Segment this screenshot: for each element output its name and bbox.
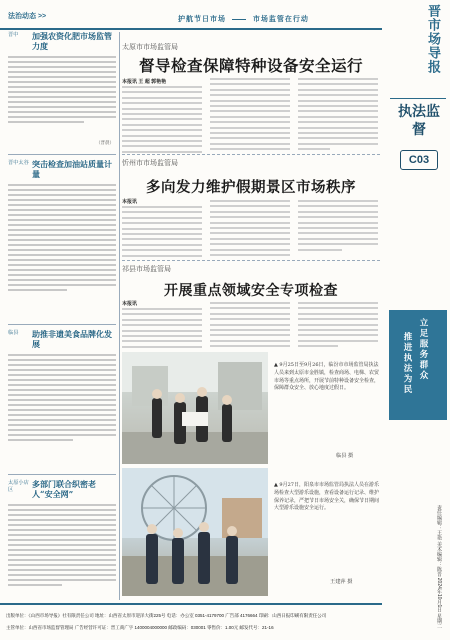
article-source: 太原市市场监管局 bbox=[122, 44, 178, 51]
article-headline[interactable]: 多向发力维护假期景区市场秩序 bbox=[146, 179, 356, 196]
header-slogan-part-a: 护航节日市场 bbox=[178, 14, 226, 23]
header-slogan-part-b: 市场监管在行动 bbox=[252, 14, 309, 23]
editor-and-date: 责任编辑：王艳 美术编辑：陈晋 2024年10月1日 星期二 bbox=[436, 505, 442, 629]
header-separator bbox=[232, 19, 246, 20]
brief-title[interactable]: 加强农资化肥市场监管力度 bbox=[32, 31, 112, 51]
page-header bbox=[0, 0, 382, 30]
article-text-column bbox=[210, 302, 290, 351]
article-text-column bbox=[298, 78, 378, 153]
brief-title[interactable]: 助推非遗美食品牌化发展 bbox=[32, 329, 112, 349]
article-source: 祁县市场监管局 bbox=[122, 266, 171, 273]
article-divider bbox=[122, 154, 380, 155]
article-headline[interactable]: 开展重点领域安全专项检查 bbox=[164, 283, 338, 299]
left-news-column bbox=[8, 32, 120, 600]
article-byline: 本报讯 王 超 郭艳艳 bbox=[122, 79, 167, 85]
main-articles bbox=[122, 32, 380, 600]
article-text-column bbox=[298, 302, 378, 351]
header-slogan bbox=[178, 14, 309, 24]
brief-item[interactable] bbox=[8, 330, 116, 470]
brief-item[interactable] bbox=[8, 32, 116, 152]
article-text-column bbox=[122, 308, 202, 351]
slogan-banner bbox=[389, 310, 447, 420]
section-breadcrumb[interactable]: 法治动态 >> bbox=[8, 13, 47, 20]
slogan-line-b: 推进执法为民 bbox=[402, 332, 412, 395]
photo-amusement-park-image bbox=[122, 468, 268, 596]
section-title: 执法监督 bbox=[398, 104, 440, 138]
brief-body bbox=[8, 354, 116, 444]
article-divider bbox=[122, 260, 380, 261]
brief-body bbox=[8, 184, 116, 294]
brief-body bbox=[8, 504, 116, 589]
photo-inspection-mall-image bbox=[122, 352, 268, 464]
page-number: C03 bbox=[400, 150, 438, 170]
brief-divider bbox=[8, 324, 116, 325]
article-byline: 本报讯 bbox=[122, 199, 138, 205]
article-text-column bbox=[122, 206, 202, 260]
brief-title[interactable]: 多部门联合织密老人“安全网” bbox=[32, 479, 96, 499]
article-headline[interactable]: 督导检查保障特种设备安全运行 bbox=[138, 56, 363, 75]
right-rail bbox=[386, 0, 450, 640]
brief-item[interactable] bbox=[8, 160, 116, 320]
brief-credit: （晋晨） bbox=[96, 141, 114, 146]
slogan-line-a: 立足服务群众 bbox=[418, 318, 428, 381]
photo-credit: 临县 摄 bbox=[336, 453, 354, 459]
photo-caption: ▲ 9月27日，阳泉市市场监管局执法人员在游乐场检查大型游乐设施，查看设备运行记录、维护保养记录，严把节日市场安全关，确保节日期间大型游乐设施安全运行。 bbox=[274, 482, 380, 512]
article-byline: 本报讯 bbox=[122, 301, 138, 307]
brief-location: 临县 bbox=[8, 330, 19, 336]
article-source: 忻州市市场监管局 bbox=[122, 160, 178, 167]
article-text-column bbox=[210, 78, 290, 153]
photo-credit: 王建萍 摄 bbox=[330, 579, 353, 585]
brief-item[interactable] bbox=[8, 480, 116, 598]
newspaper-masthead: 晋市场导报 bbox=[425, 4, 440, 74]
brief-divider bbox=[8, 474, 116, 475]
brief-location: 晋中 bbox=[8, 32, 19, 38]
page-footer bbox=[0, 603, 382, 640]
article-text-column bbox=[298, 200, 378, 254]
footer-registration-line: 主管单位：山西省市场监督管理局 广告经营许可证：晋工商广字 1400004000000 邮政编码：030001 零售价：1.00元 邮发代号：21-16 bbox=[6, 625, 274, 630]
article-text-column bbox=[210, 200, 290, 259]
article-text-column bbox=[122, 86, 202, 156]
photo-caption: ▲ 9月25日至9月26日，临汾市市场监管局执法人员来到太原市金胜镇，检查商场、电梯、农贸市场等重点场所，开展节前特种设备安全检查，保障群众安全、放心地度过假日。 bbox=[274, 362, 380, 392]
brief-body bbox=[8, 56, 116, 126]
photo-inspection-mall[interactable] bbox=[122, 352, 268, 464]
brief-location: 晋中太谷 bbox=[8, 160, 29, 166]
photo-amusement-park[interactable] bbox=[122, 468, 268, 596]
rail-rule bbox=[390, 98, 446, 99]
brief-title[interactable]: 突击检查加油站质量计量 bbox=[32, 159, 112, 179]
brief-divider bbox=[8, 154, 116, 155]
footer-publisher-line: 出版单位：《山西市场导报》社有限责任公司 地址：山西省太原市迎泽大街225号 电话：办公室 0351-4179700 广告部 4176664 印刷：山西日报印刷有限责任公司 bbox=[6, 613, 327, 618]
brief-location: 太原小店区 bbox=[8, 480, 29, 493]
